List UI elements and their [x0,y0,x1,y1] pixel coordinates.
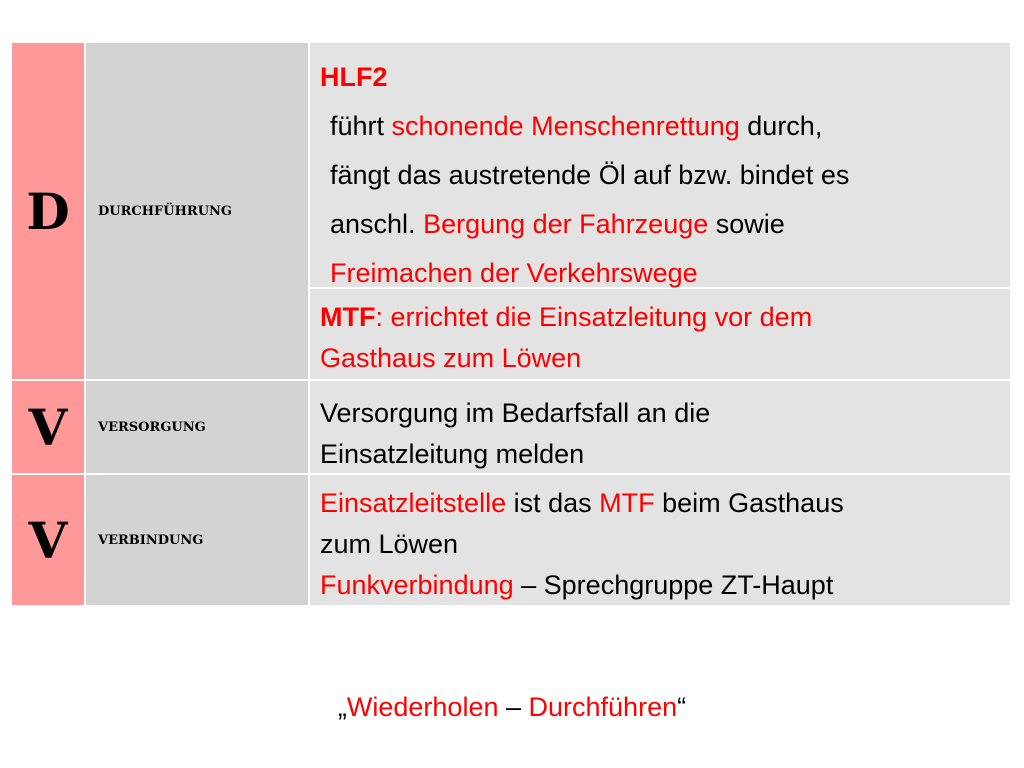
mtf-text-block [320,297,812,379]
label-verbindung: VERBINDUNG [98,532,204,548]
label-durchfuehrung: DURCHFÜHRUNG [98,203,233,219]
label-cell-verbindung [86,475,310,607]
mtf-label: MTF [320,302,376,332]
verbindung-text-block [320,483,844,606]
hlf2-line-1-c: durch, [739,111,823,141]
mtf-text: : errichtet die Einsatzleitung vor dem [375,302,813,332]
desc-cell-versorgung [310,381,1012,475]
versorgung-text-block [320,393,710,475]
mtf-line-2: Gasthaus zum Löwen [320,343,582,373]
footer-durchfuehren: Durchführen [528,692,678,722]
verbindung-line-1 [320,483,844,524]
verbindung-line-2: zum Löwen [320,529,459,559]
footer-close-quote: “ [677,692,687,722]
footer-wiederholen: Wiederholen [346,692,499,722]
hlf2-line-3-a: anschl. [330,209,424,239]
footer-dash: – [498,692,529,722]
hlf2-text-block [320,53,849,298]
footer-open-quote: „ [337,692,347,722]
footer-caption [0,692,1024,723]
verbindung-line-1-b: ist das [506,488,600,518]
label-versorgung: VERSORGUNG [98,419,206,435]
mtf-line-1 [320,297,812,338]
letter-v1: V [28,397,68,457]
letter-v2: V [28,510,68,570]
hlf2-line-4: Freimachen der Verkehrswege [330,258,698,288]
label-cell-durchfuehrung [86,43,310,381]
verbindung-line-3-a: Funkverbindung [320,570,514,600]
verbindung-line-1-a: Einsatzleitstelle [320,488,507,518]
versorgung-line-2: Einsatzleitung melden [320,439,585,469]
hlf2-line-1 [320,102,849,151]
hlf2-line-1-b: schonende Menschenrettung [391,111,740,141]
verbindung-line-1-c: MTF [599,488,655,518]
letter-d: D [26,181,70,241]
hlf2-line-3-b: Bergung der Fahrzeuge [423,209,709,239]
hlf2-title: HLF2 [320,62,388,92]
letter-cell-v1 [12,381,86,475]
versorgung-line-1: Versorgung im Bedarfsfall an die [320,398,711,428]
verbindung-line-3-b: – Sprechgruppe ZT-Haupt [513,570,834,600]
desc-cell-mtf [310,289,1012,381]
dvv-table [12,43,1012,607]
desc-cell-hlf2 [310,43,1012,289]
hlf2-line-3 [320,200,849,249]
letter-cell-d [12,43,86,381]
desc-cell-verbindung [310,475,1012,607]
hlf2-line-2: fängt das austretende Öl auf bzw. bindet es [330,160,850,190]
label-cell-versorgung [86,381,310,475]
hlf2-line-1-a: führt [330,111,392,141]
letter-cell-v2 [12,475,86,607]
verbindung-line-3 [320,565,844,606]
verbindung-line-1-d: beim Gasthaus [654,488,844,518]
hlf2-line-3-c: sowie [708,209,785,239]
